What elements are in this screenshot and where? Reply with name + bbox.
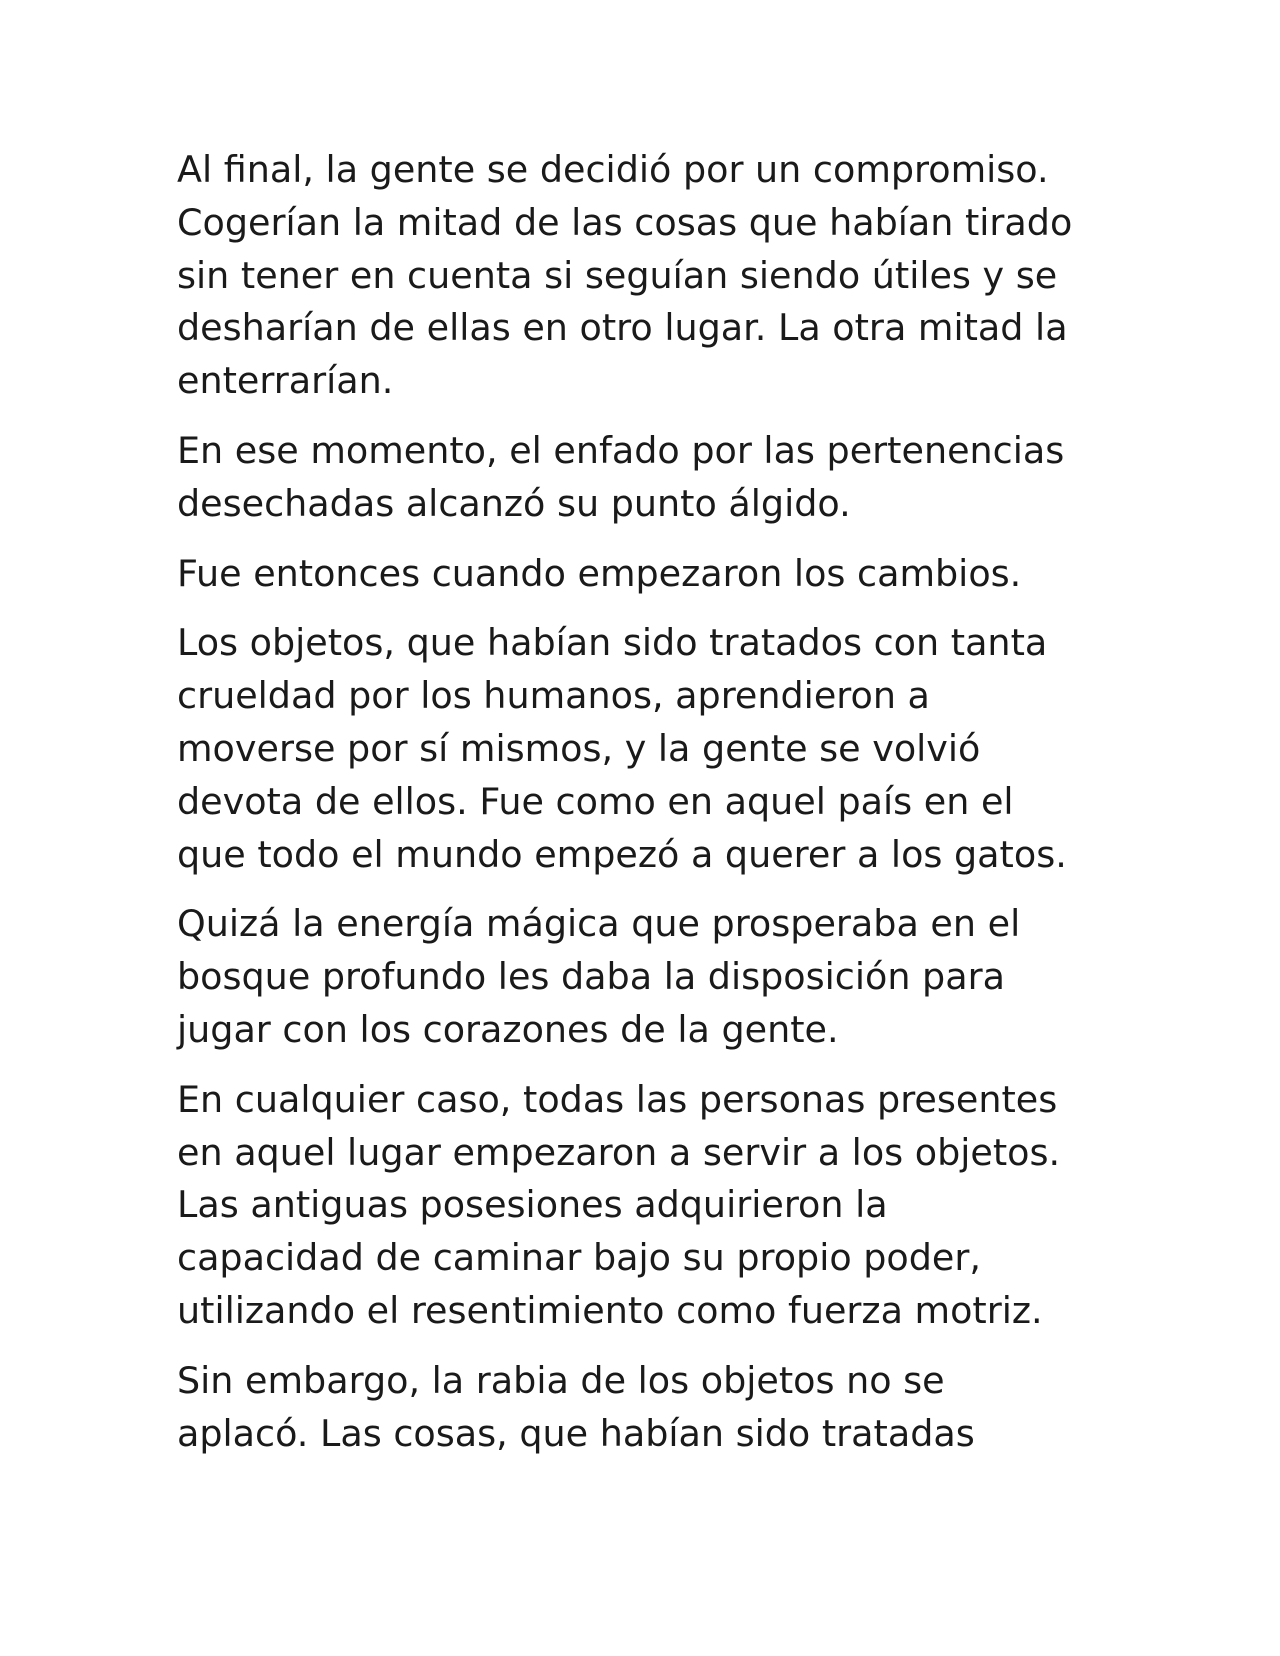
- text-line: Los objetos, que habían sido tratados con tanta: [177, 621, 1048, 665]
- text-line: crueldad por los humanos, aprendieron a: [177, 674, 930, 718]
- text-line: Al final, la gente se decidió por un compromiso.: [177, 148, 1049, 191]
- paragraph-7: [177, 1355, 1117, 1461]
- text-line: desechadas alcanzó su punto álgido.: [177, 481, 851, 525]
- text-line: aplacó. Las cosas, que habían sido tratadas: [177, 1411, 975, 1455]
- text-line: Sin embargo, la rabia de los objetos no se: [177, 1358, 945, 1402]
- text-line: devota de ellos. Fue como en aquel país en el: [177, 779, 1014, 823]
- text-line: En ese momento, el enfado por las pertenencias: [177, 428, 1065, 472]
- paragraph-1: [177, 144, 1117, 408]
- paragraph-2: [177, 425, 1117, 531]
- text-line: En cualquier caso, todas las personas presentes: [177, 1077, 1058, 1121]
- text-line: moverse por sí mismos, y la gente se volvió: [177, 726, 981, 770]
- text-line: Cogerían la mitad de las cosas que habían tirado: [177, 200, 1073, 244]
- text-line: Las antiguas posesiones adquirieron la: [177, 1183, 888, 1227]
- text-line: en aquel lugar empezaron a servir a los objetos.: [177, 1130, 1061, 1174]
- text-line: Fue entonces cuando empezaron los cambios.: [177, 551, 1022, 595]
- text-line: sin tener en cuenta si seguían siendo útiles y se: [177, 253, 1058, 297]
- paragraph-4: [177, 617, 1117, 881]
- text-line: jugar con los corazones de la gente.: [177, 1007, 839, 1051]
- document-page: [177, 144, 1117, 1477]
- paragraph-3: [177, 548, 1117, 601]
- text-line: bosque profundo les daba la disposición para: [177, 955, 1005, 999]
- text-line: capacidad de caminar bajo su propio poder,: [177, 1236, 981, 1280]
- text-line: enterrarían.: [177, 359, 394, 403]
- text-line: desharían de ellas en otro lugar. La otra mitad la: [177, 306, 1068, 350]
- paragraph-6: [177, 1074, 1117, 1338]
- text-line: utilizando el resentimiento como fuerza motriz.: [177, 1288, 1043, 1332]
- text-line: Quizá la energía mágica que prosperaba en el: [177, 902, 1021, 946]
- paragraph-5: [177, 898, 1117, 1056]
- text-line: que todo el mundo empezó a querer a los gatos.: [177, 832, 1067, 876]
